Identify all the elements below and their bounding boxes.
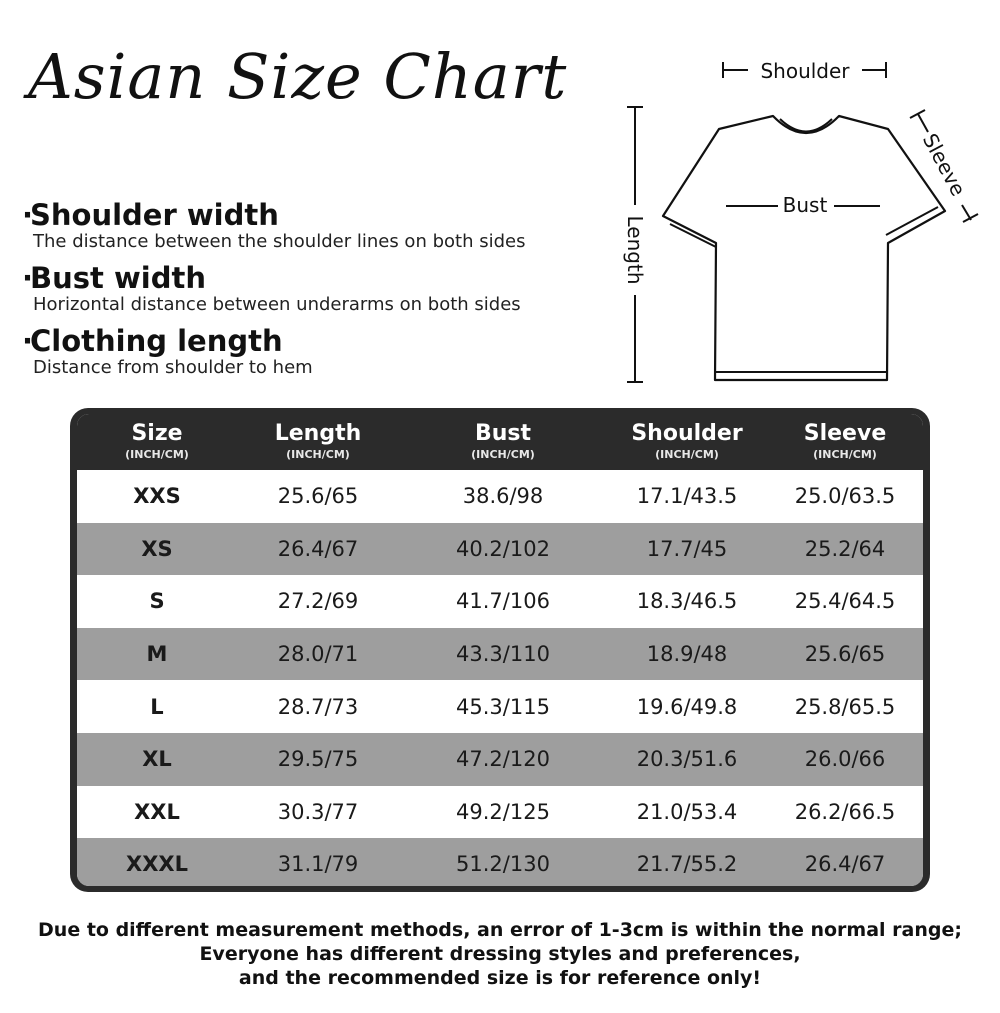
header-bust: Bust (INCH/CM) xyxy=(471,421,535,461)
shoulder-cell: 20.3/51.6 xyxy=(636,747,738,772)
definition-length xyxy=(22,324,612,378)
shoulder-cell: 21.0/53.4 xyxy=(636,799,738,824)
sleeve-measure xyxy=(910,110,978,222)
length-measure xyxy=(623,107,647,382)
definition-bust xyxy=(22,261,612,315)
bust-cell: 47.2/120 xyxy=(456,747,550,772)
sleeve-cell: 25.0/63.5 xyxy=(794,484,896,509)
bullet-dot: · xyxy=(22,198,34,232)
sleeve-cell: 25.6/65 xyxy=(804,642,886,667)
table-row xyxy=(77,680,923,733)
table-row xyxy=(77,786,923,839)
table-row xyxy=(77,733,923,786)
size-cell: XXS xyxy=(133,484,181,509)
shoulder-cell: 19.6/49.8 xyxy=(636,694,738,719)
disclaimer-line: and the recommended size is for reference only! xyxy=(238,967,762,989)
bust-cell: 45.3/115 xyxy=(456,694,550,719)
size-table xyxy=(70,408,930,892)
header-sleeve: Sleeve (INCH/CM) xyxy=(803,421,887,461)
sleeve-cell: 25.2/64 xyxy=(804,536,886,561)
size-cell: XS xyxy=(141,536,173,561)
size-cell: M xyxy=(146,642,168,667)
length-cell: 25.6/65 xyxy=(277,484,359,509)
tshirt-icon xyxy=(610,50,990,395)
shoulder-measure xyxy=(723,59,886,83)
definition-description: Horizontal distance between underarms on both sides xyxy=(33,294,521,315)
table-row xyxy=(77,575,923,628)
length-cell: 31.1/79 xyxy=(277,852,359,877)
length-cell: 29.5/75 xyxy=(277,747,359,772)
header-size: Size (INCH/CM) xyxy=(125,421,189,461)
tshirt-diagram xyxy=(610,50,990,395)
definition-heading: Clothing length xyxy=(30,324,283,358)
measurement-definitions xyxy=(22,198,612,387)
shoulder-cell: 21.7/55.2 xyxy=(636,852,738,877)
shoulder-cell: 18.3/46.5 xyxy=(636,589,738,614)
bust-label: Bust xyxy=(782,193,828,217)
length-cell: 28.0/71 xyxy=(277,642,359,667)
table-row xyxy=(77,838,923,886)
length-cell: 30.3/77 xyxy=(277,799,359,824)
definition-description: Distance from shoulder to hem xyxy=(33,357,313,378)
bust-cell: 49.2/125 xyxy=(456,799,550,824)
bust-cell: 51.2/130 xyxy=(456,852,550,877)
disclaimer-note xyxy=(0,918,1000,990)
definition-heading: Bust width xyxy=(30,261,206,295)
disclaimer-line: Everyone has different dressing styles and preferences, xyxy=(199,943,801,965)
definition-heading: Shoulder width xyxy=(30,198,279,232)
table-body xyxy=(77,470,923,886)
shoulder-cell: 18.9/48 xyxy=(646,642,728,667)
sleeve-label: Sleeve xyxy=(917,129,971,200)
size-cell: S xyxy=(149,589,165,614)
sleeve-cell: 26.0/66 xyxy=(804,747,886,772)
sleeve-cell: 26.4/67 xyxy=(804,852,886,877)
definition-shoulder xyxy=(22,198,612,252)
bust-cell: 38.6/98 xyxy=(462,484,544,509)
disclaimer-line: Due to different measurement methods, an error of 1-3cm is within the normal range; xyxy=(38,919,962,941)
sleeve-cell: 25.8/65.5 xyxy=(794,694,896,719)
bust-cell: 41.7/106 xyxy=(456,589,550,614)
bullet-dot: · xyxy=(22,261,34,295)
length-cell: 28.7/73 xyxy=(277,694,359,719)
page-title: Asian Size Chart xyxy=(28,40,568,113)
table-header xyxy=(77,414,923,470)
header-length: Length (INCH/CM) xyxy=(274,421,362,461)
shoulder-label: Shoulder xyxy=(760,59,850,83)
length-label: Length xyxy=(623,215,647,285)
size-cell: L xyxy=(150,694,164,719)
bullet-dot: · xyxy=(22,324,34,358)
sleeve-cell: 25.4/64.5 xyxy=(794,589,896,614)
sleeve-cell: 26.2/66.5 xyxy=(794,799,896,824)
table-row xyxy=(77,470,923,523)
definition-description: The distance between the shoulder lines on both sides xyxy=(33,231,526,252)
size-cell: XXL xyxy=(134,799,180,824)
bust-cell: 40.2/102 xyxy=(456,536,550,561)
header-shoulder: Shoulder (INCH/CM) xyxy=(631,421,743,461)
bust-measure xyxy=(726,193,880,217)
size-cell: XXXL xyxy=(126,852,188,877)
shoulder-cell: 17.7/45 xyxy=(646,536,728,561)
length-cell: 26.4/67 xyxy=(277,536,359,561)
table-row xyxy=(77,523,923,576)
length-cell: 27.2/69 xyxy=(277,589,359,614)
table-row xyxy=(77,628,923,681)
bust-cell: 43.3/110 xyxy=(456,642,550,667)
size-cell: XL xyxy=(142,747,172,772)
shoulder-cell: 17.1/43.5 xyxy=(636,484,738,509)
